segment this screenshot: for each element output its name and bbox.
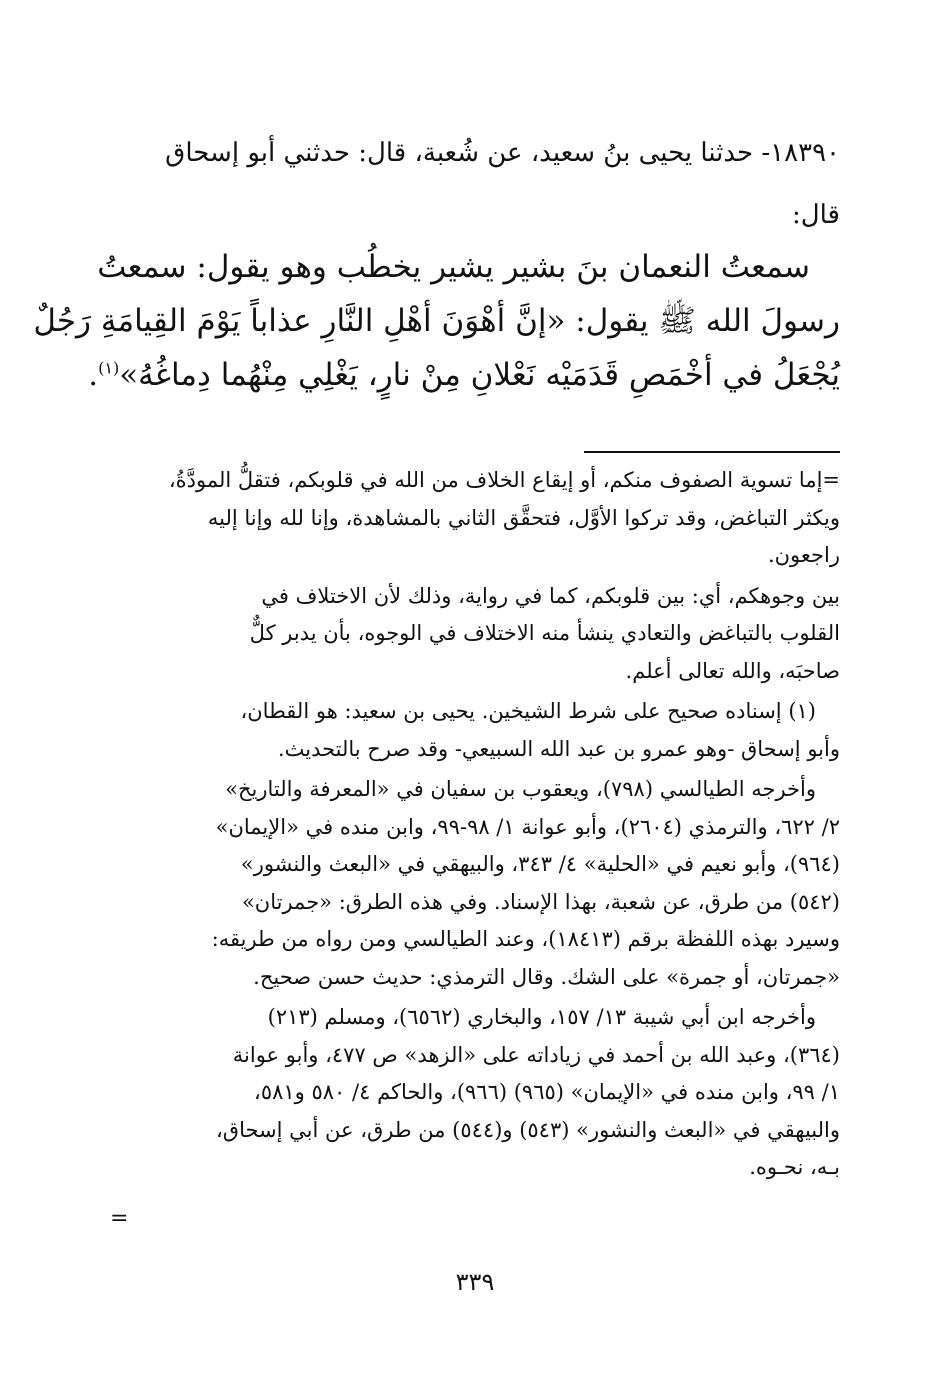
footnote-paragraph	[118, 999, 840, 1187]
footnote-line: (١) إسناده صحيح على شرط الشيخين. يحيى بن سعيد: هو القطان،	[240, 699, 816, 723]
hadith-matn	[33, 240, 840, 402]
hadith-isnad-line: ١٨٣٩٠- حدثنا يحيى بنُ سعيد، عن شُعبة، قال: حدثني أبو إسحاق	[165, 138, 840, 168]
matn-end-mark: .	[88, 357, 99, 393]
footnote-line: (٩٦٤)، وأبو نعيم في «الحلية» ٤/ ٣٤٣، والبيهقي في «البعث والنشور»	[240, 852, 840, 876]
matn-line-1: سمعتُ النعمان بنَ بشير يشير يخطُب وهو يقول: سمعتُ	[97, 249, 810, 285]
footnote-line: راجعون.	[767, 543, 840, 567]
footnote-separator	[584, 451, 840, 453]
footnote-line: =إما تسوية الصفوف منكم، أو إيقاع الخلاف من الله في قلوبكم، فتقلُّ المودَّةُ،	[168, 468, 840, 492]
footnotes-block	[118, 462, 840, 1190]
footnote-line: بين وجوهكم، أي: بين قلوبكم، كما في رواية، وذلك لأن الاختلاف في	[261, 583, 840, 608]
footnote-line: بـه، نحـوه.	[749, 1155, 840, 1179]
footnote-paragraph	[118, 693, 840, 768]
footnote-line: (٥٤٢) من طرق، عن شعبة، بهذا الإسناد. وفي هذه الطرق: «جمرتان»	[241, 889, 840, 914]
footnote-paragraph	[118, 578, 840, 691]
footnote-paragraph	[118, 462, 840, 575]
footnote-line: والبيهقي في «البعث والنشور» (٥٤٣) و(٥٤٤) من طرق، عن أبي إسحاق،	[216, 1117, 840, 1142]
page-number: ٣٣٩	[455, 1268, 495, 1296]
matn-line-3-text: يُجْعَلُ في أخْمَصِ قَدَمَيْه نَعْلانِ مِنْ نارٍ، يَغْلِي مِنْهُما دِماغُهُ»	[119, 357, 840, 393]
hadith-qala: قال:	[791, 200, 840, 230]
footnote-reference: (١)	[98, 358, 120, 378]
footnote-line: القلوب بالتباغض والتعادي ينشأ منه الاختلاف في الوجوه، بأن يدبر كلٌّ	[249, 621, 840, 645]
footnote-paragraph	[118, 771, 840, 996]
footnote-line: وأخرجه الطيالسي (٧٩٨)، ويعقوب بن سفيان في «المعرفة والتاريخ»	[225, 777, 816, 801]
footnote-line: صاحبَه، والله تعالى أعلم.	[625, 658, 840, 683]
footnote-line: «جمرتان، أو جمرة» على الشك. وقال الترمذي: حديث حسن صحيح.	[253, 964, 840, 989]
continuation-mark: =	[110, 1206, 129, 1231]
footnote-line: وسيرد بهذه اللفظة برقم (١٨٤١٣)، وعند الطيالسي ومن رواه من طريقه:	[211, 927, 840, 951]
footnote-line: ٢/ ٦٢٢، والترمذي (٢٦٠٤)، وأبو عوانة ١/ ٩٨-٩٩، وابن منده في «الإيمان»	[215, 814, 840, 839]
footnote-line: ويكثر التباغض، وقد تركوا الأوَّل، فتحقَّق الثاني بالمشاهدة، وإنا لله وإنا إليه	[207, 505, 840, 530]
matn-line-3	[88, 348, 840, 402]
footnote-line: وأبو إسحاق -وهو عمرو بن عبد الله السبيعي- وقد صرح بالتحديث.	[277, 736, 840, 761]
footnote-line: وأخرجه ابن أبي شيبة ١٣/ ١٥٧، والبخاري (٦٥٦٢)، ومسلم (٢١٣)	[267, 1005, 816, 1029]
footnote-line: ١/ ٩٩، وابن منده في «الإيمان» (٩٦٥) (٩٦٦)، والحاكم ٤/ ٥٨٠ و٥٨١،	[254, 1080, 840, 1104]
matn-line-2: رسولَ الله ﷺ يقول: «إنَّ أهْوَنَ أهْلِ النَّارِ عذاباً يَوْمَ القِيامَةِ رَجُلٌ	[33, 303, 840, 339]
footnote-line: (٣٦٤)، وعبد الله بن أحمد في زياداته على «الزهد» ص ٤٧٧، وأبو عوانة	[232, 1042, 840, 1067]
